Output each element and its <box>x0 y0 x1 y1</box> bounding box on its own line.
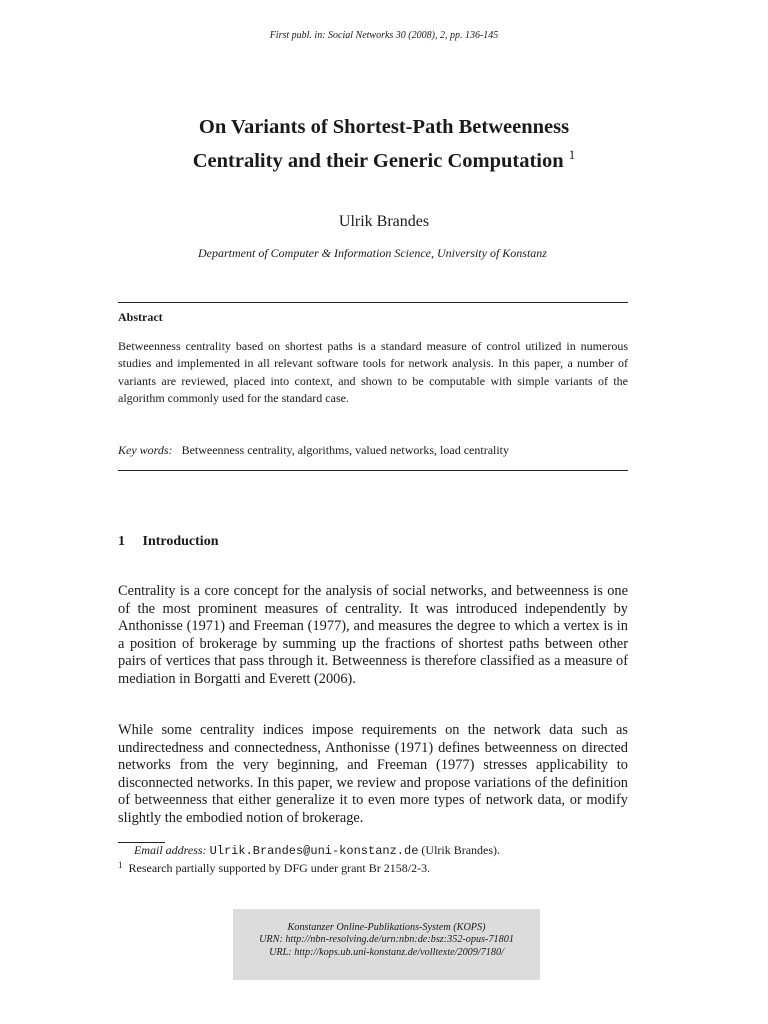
footnote-email <box>118 843 644 858</box>
author-name: Ulrik Brandes <box>338 213 430 230</box>
title-line-1: On Variants of Shortest-Path Betweenness <box>198 116 570 138</box>
section-heading <box>118 534 218 550</box>
abstract-top-rule <box>118 302 628 303</box>
email-address[interactable]: Ulrik.Brandes@uni-konstanz.de <box>209 844 419 858</box>
footnote-1 <box>118 860 628 876</box>
kops-line-1: Konstanzer Online-Publikations-System (KOPS) <box>287 922 486 933</box>
abstract-text: Betweenness centrality based on shortest paths is a standard measure of control utilized in numerous studies and implemented in all relevant software tools for network analysis. In this paper, a number of variants are reviewed, placed into context, and shown to be computable with simple variants of the algorithm commonly used for the standard case. <box>118 339 628 406</box>
section-title: Introduction <box>142 534 219 549</box>
footnote-1-mark: 1 <box>118 860 123 870</box>
abstract-bottom-rule <box>118 470 628 471</box>
abstract-heading: Abstract <box>118 310 163 324</box>
author-affiliation: Department of Computer & Information Science, University of Konstanz <box>198 246 547 260</box>
keywords-line <box>118 443 628 458</box>
body-paragraph-2: While some centrality indices impose requirements on the network data such as undirectedness and connectedness, Anthonisse (1971) defines betweenness on directed networks from the very beginning, and Freeman (1977) stresses applicability to disconnected networks. In this paper, we review and propose variations of the definition of betweenness that either generalize it to even more types of network data, or modify slightly the embodied notion of brokerage. <box>118 722 628 826</box>
email-label: Email address: <box>134 843 207 857</box>
footnote-1-text: Research partially supported by DFG under grant Br 2158/2-3. <box>128 861 431 875</box>
keywords-list: Betweenness centrality, algorithms, valued networks, load centrality <box>181 443 510 457</box>
kops-url[interactable]: URL: http://kops.ub.uni-konstanz.de/volltexte/2009/7180/ <box>269 946 504 958</box>
section-number: 1 <box>118 534 125 549</box>
kops-info-box <box>233 909 540 980</box>
title-line-2: Centrality and their Generic Computation <box>192 150 564 172</box>
paper-title <box>84 114 684 175</box>
keywords-label: Key words: <box>118 443 173 457</box>
body-paragraph-1: Centrality is a core concept for the analysis of social networks, and betweenness is one of the most prominent measures of centrality. It was introduced independently by Anthonisse (1971) and Freeman (1977), and measures the degree to which a vertex is in a position of brokerage by summing up the fractions of shortest paths between other pairs of vertices that pass through it. Betweenness is therefore classified as a measure of mediation in Borgatti and Everett (2006). <box>118 583 628 687</box>
publication-note: First publ. in: Social Networks 30 (2008), 2, pp. 136-145 <box>269 30 499 41</box>
title-footnote-mark: 1 <box>568 147 576 162</box>
kops-urn[interactable]: URN: http://nbn-resolving.de/urn:nbn:de:bsz:352-opus-71801 <box>259 934 514 946</box>
email-suffix: (Ulrik Brandes). <box>421 843 501 857</box>
